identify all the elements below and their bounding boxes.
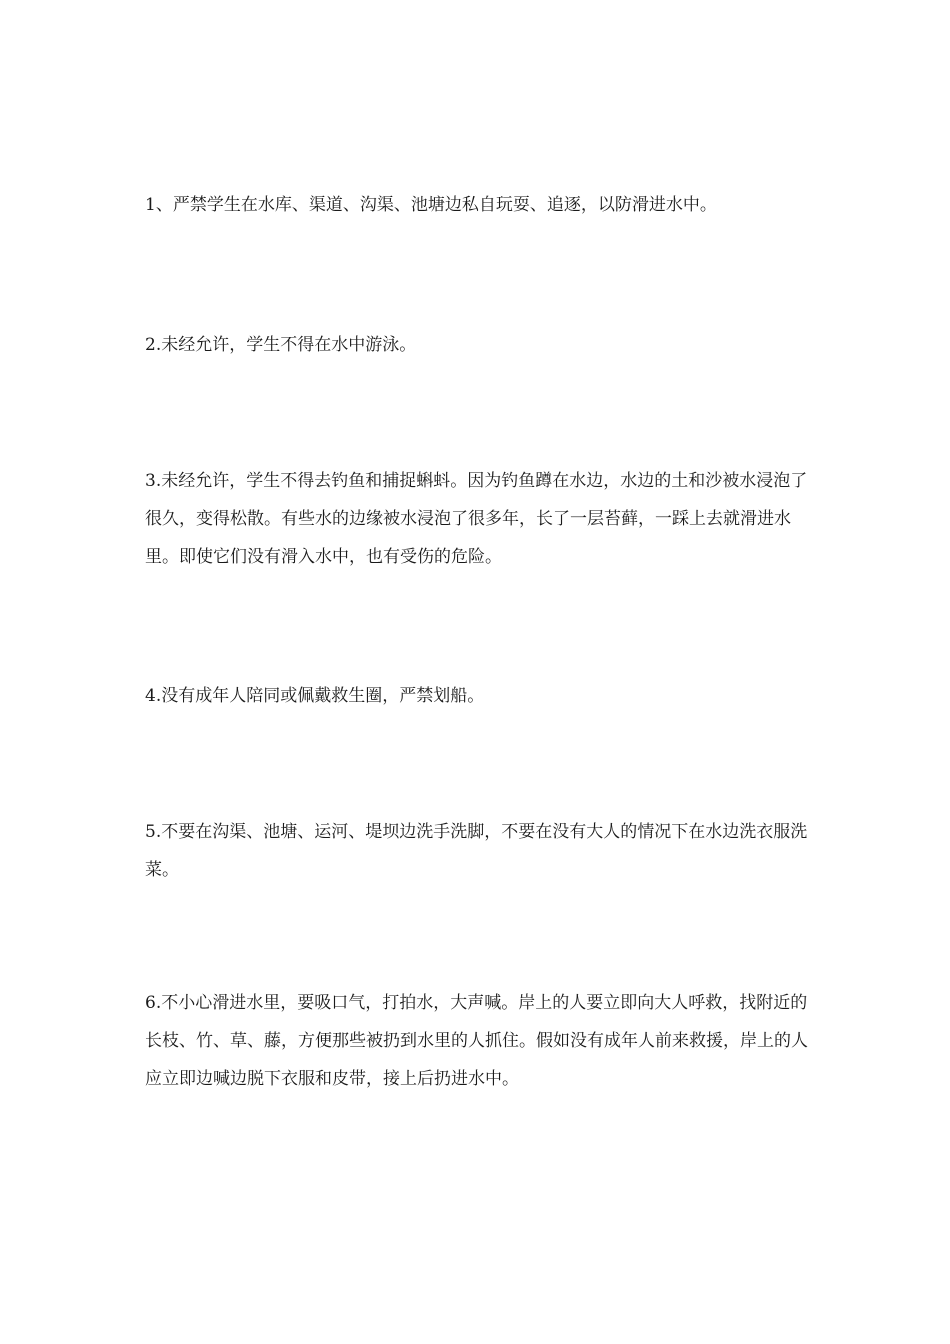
paragraph-1: 1、严禁学生在水库、渠道、沟渠、池塘边私自玩耍、追逐，以防滑进水中。 [145, 195, 717, 215]
paragraph-2: 2.未经允许，学生不得在水中游泳。 [145, 335, 417, 355]
paragraph-5: 5.不要在沟渠、池塘、运河、堤坝边洗手洗脚，不要在没有大人的情况下在水边洗衣服洗菜。 [145, 822, 808, 880]
paragraph-3: 3.未经允许，学生不得去钓鱼和捕捉蝌蚪。因为钓鱼蹲在水边，水边的土和沙被水浸泡了很久，变得松散。有些水的边缘被水浸泡了很多年，长了一层苔藓，一踩上去就滑进水里。即使它们没有滑入水中，也有受伤的危险。 [145, 471, 808, 567]
paragraph-6: 6.不小心滑进水里，要吸口气，打拍水，大声喊。岸上的人要立即向大人呼救，找附近的长枝、竹、草、藤，方便那些被扔到水里的人抓住。假如没有成年人前来救援，岸上的人应立即边喊边脱下衣服和皮带，接上后扔进水中。 [145, 993, 808, 1089]
paragraph-4: 4.没有成年人陪同或佩戴救生圈，严禁划船。 [145, 686, 485, 706]
